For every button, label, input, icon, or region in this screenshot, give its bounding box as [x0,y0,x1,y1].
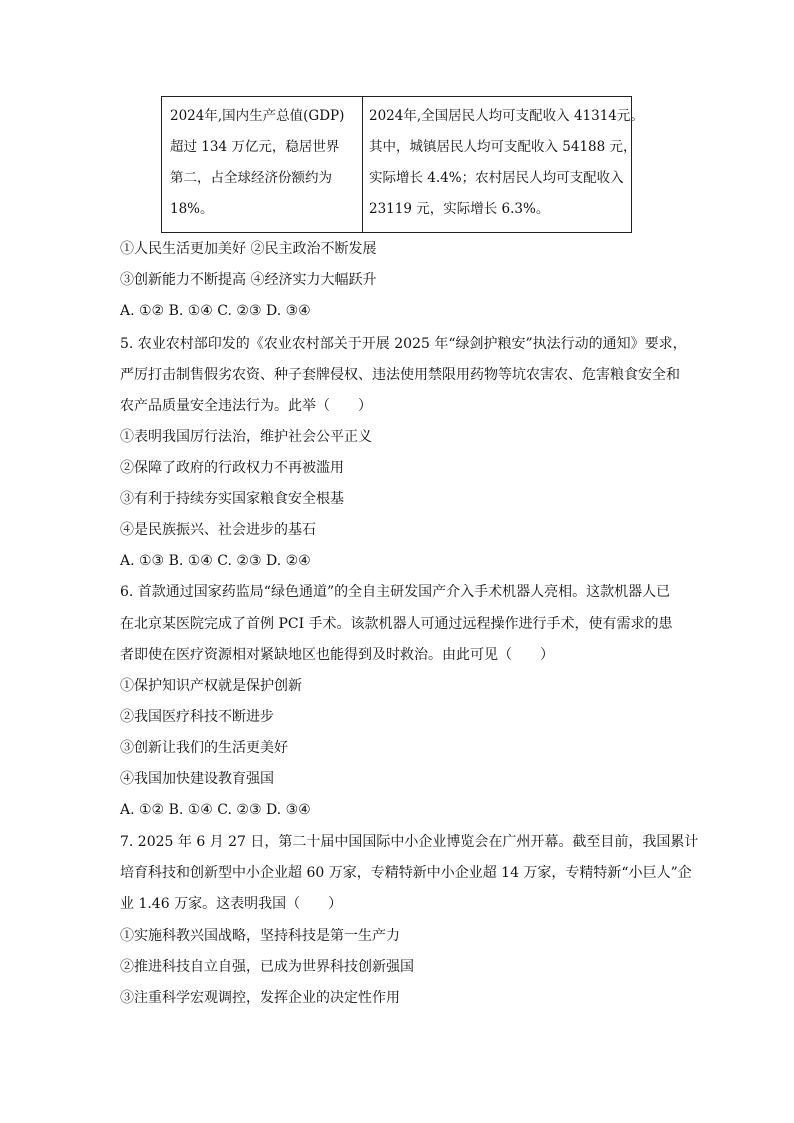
q7-stem-line-3: 业 1.46 万家。这表明我国（ ） [120,896,343,912]
q6-option-3: ③创新让我们的生活更美好 [120,740,288,756]
q6-answer-choices: A. ①② B. ①④ C. ②③ D. ③④ [120,802,311,818]
cell-text: 实际增长 4.4%；农村居民人均可支配收入 [369,170,624,186]
q6-stem-line-2: 在北京某医院完成了首例 PCI 手术。该款机器人可通过远程操作进行手术，使有需求的患 [120,616,673,632]
q7-stem-line-1: 7. 2025 年 6 月 27 日，第二十届中国国际中小企业博览会在广州开幕。截至目前，我国累计 [120,834,699,850]
q4-options-1-2: ①人民生活更加美好 ②民主政治不断发展 [120,241,377,257]
q5-option-4: ④是民族振兴、社会进步的基石 [120,522,316,538]
cell-text: 2024年,全国居民人均可支配收入 41314元。 [369,108,644,124]
q4-answer-choices: A. ①② B. ①④ C. ②③ D. ③④ [120,303,311,319]
cell-text: 其中，城镇居民人均可支配收入 54188 元， [369,139,637,155]
cell-text: 超过 134 万亿元，稳居世界 [170,139,340,155]
q6-stem-line-1: 6. 首款通过国家药监局“绿色通道”的全自主研发国产介入手术机器人亮相。这款机器人已 [120,584,671,600]
q6-option-1: ①保护知识产权就是保护创新 [120,678,302,694]
q4-options-3-4: ③创新能力不断提高 ④经济实力大幅跃升 [120,272,377,288]
q5-stem-line-1: 5. 农业农村部印发的《农业农村部关于开展 2025 年“绿剑护粮安”执法行动的通知》要求， [120,336,687,352]
q7-option-2: ②推进科技自立自强，已成为世界科技创新强国 [120,959,414,975]
cell-text: 18%。 [170,201,214,217]
cell-text: 2024年,国内生产总值(GDP) [170,108,345,124]
table-row [162,97,632,233]
q5-answer-choices: A. ①③ B. ①④ C. ②③ D. ②④ [120,553,311,569]
q7-stem-line-2: 培育科技和创新型中小企业超 60 万家，专精特新中小企业超 14 万家，专精特新“小巨人”企 [120,865,692,881]
q5-stem-line-2: 严厉打击制售假劣农资、种子套牌侵权、违法使用禁限用药物等坑农害农、危害粮食安全和 [120,367,680,383]
q6-stem-line-3: 者即使在医疗资源相对紧缺地区也能得到及时救治。由此可见（ ） [120,647,554,663]
q6-option-4: ④我国加快建设教育强国 [120,771,274,787]
q5-stem-line-3: 农产品质量安全违法行为。此举（ ） [120,398,372,414]
q7-option-3: ③注重科学宏观调控，发挥企业的决定性作用 [120,990,400,1006]
q5-option-2: ②保障了政府的行政权力不再被滥用 [120,460,344,476]
cell-text: 第二，占全球经济份额约为 [170,170,332,186]
q5-option-1: ①表明我国厉行法治，维护社会公平正义 [120,429,372,445]
data-table [161,96,644,233]
income-cell [363,97,644,233]
q5-option-3: ③有利于持续夯实国家粮食安全根基 [120,491,344,507]
q7-option-1: ①实施科教兴国战略，坚持科技是第一生产力 [120,928,400,944]
cell-text: 23119 元，实际增长 6.3%。 [369,201,550,217]
gdp-cell [162,97,363,233]
q6-option-2: ②我国医疗科技不断进步 [120,709,274,725]
